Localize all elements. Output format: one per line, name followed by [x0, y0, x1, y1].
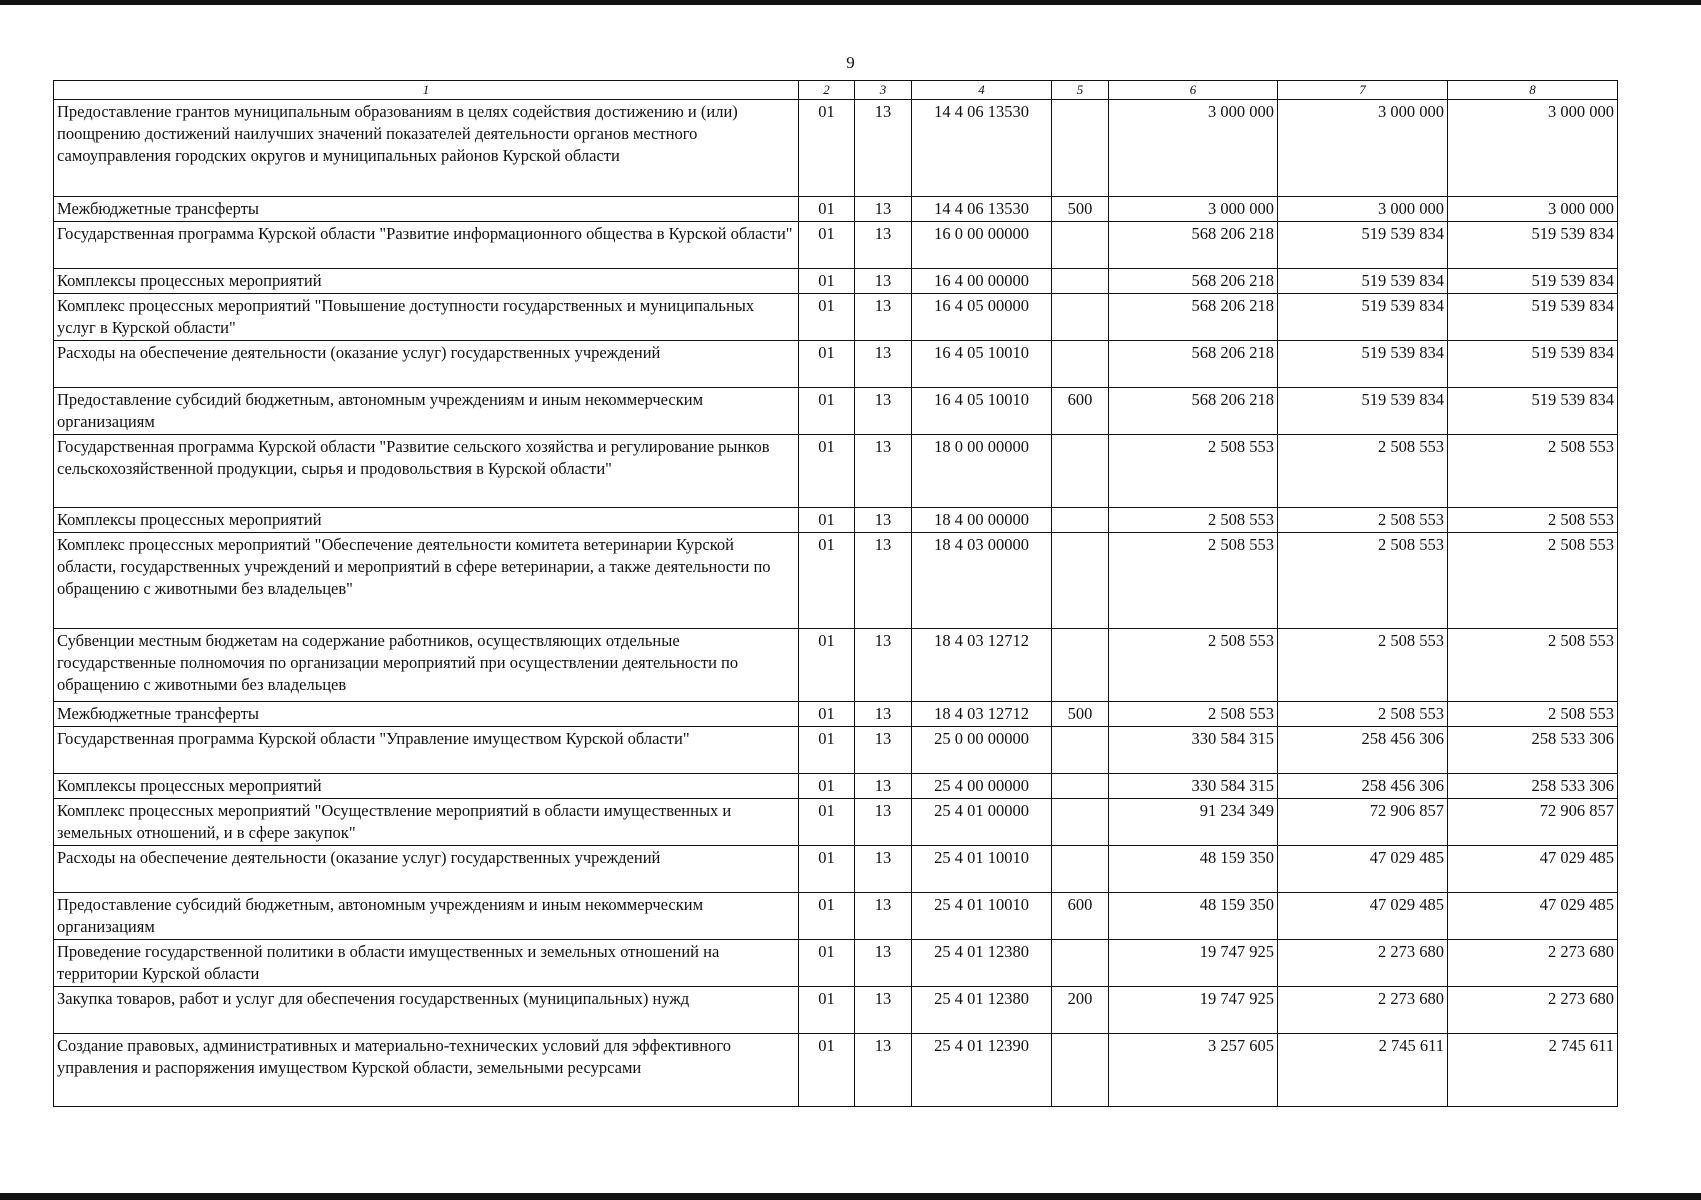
table-row: [54, 727, 1618, 774]
column-number-row: [54, 81, 1618, 100]
amount-col-6: 19 747 925: [1109, 940, 1278, 987]
amount-col-8: 3 000 000: [1448, 100, 1618, 197]
row-name: Комплекс процессных мероприятий "Обеспечение деятельности комитета ветеринарии Курской области, государственных учреждений и мероприятий в сфере ветеринарии, а также деятельности по обращению с животными без владельцев": [54, 533, 799, 629]
expense-type-code: 600: [1052, 893, 1109, 940]
expense-type-code: [1052, 508, 1109, 533]
subsection-code: 13: [855, 846, 912, 893]
expense-type-code: [1052, 940, 1109, 987]
table-row: [54, 100, 1618, 197]
amount-col-8: 258 533 306: [1448, 774, 1618, 799]
amount-col-6: 568 206 218: [1109, 222, 1278, 269]
row-name: Государственная программа Курской области "Управление имуществом Курской области": [54, 727, 799, 774]
expense-type-code: [1052, 100, 1109, 197]
amount-col-8: 519 539 834: [1448, 269, 1618, 294]
amount-col-6: 330 584 315: [1109, 774, 1278, 799]
amount-col-8: 72 906 857: [1448, 799, 1618, 846]
amount-col-6: 568 206 218: [1109, 388, 1278, 435]
target-article-code: 25 4 00 00000: [912, 774, 1052, 799]
amount-col-6: 3 257 605: [1109, 1034, 1278, 1107]
expense-type-code: [1052, 727, 1109, 774]
column-number: 6: [1109, 81, 1278, 100]
expense-type-code: 200: [1052, 987, 1109, 1034]
amount-col-6: 3 000 000: [1109, 197, 1278, 222]
table-row: [54, 702, 1618, 727]
subsection-code: 13: [855, 269, 912, 294]
subsection-code: 13: [855, 702, 912, 727]
amount-col-6: 2 508 553: [1109, 629, 1278, 702]
section-code: 01: [799, 388, 855, 435]
expense-type-code: [1052, 294, 1109, 341]
amount-col-8: 3 000 000: [1448, 197, 1618, 222]
section-code: 01: [799, 893, 855, 940]
target-article-code: 25 4 01 10010: [912, 893, 1052, 940]
table-row: [54, 799, 1618, 846]
amount-col-8: 519 539 834: [1448, 388, 1618, 435]
target-article-code: 16 0 00 00000: [912, 222, 1052, 269]
row-name: Межбюджетные трансферты: [54, 197, 799, 222]
subsection-code: 13: [855, 1034, 912, 1107]
target-article-code: 25 4 01 00000: [912, 799, 1052, 846]
row-name: Комплекс процессных мероприятий "Повышение доступности государственных и муниципальных услуг в Курской области": [54, 294, 799, 341]
row-name: Расходы на обеспечение деятельности (оказание услуг) государственных учреждений: [54, 846, 799, 893]
row-name: Предоставление грантов муниципальным образованиям в целях содействия достижению и (или) поощрению достижений наилучших значений показателей деятельности органов местного самоуправления городских округов и муниципальных районов Курской области: [54, 100, 799, 197]
target-article-code: 25 4 01 12380: [912, 987, 1052, 1034]
expense-type-code: 500: [1052, 197, 1109, 222]
scan-edge-bottom: [0, 1193, 1701, 1200]
section-code: 01: [799, 940, 855, 987]
table-row: [54, 508, 1618, 533]
expense-type-code: [1052, 846, 1109, 893]
expense-type-code: 600: [1052, 388, 1109, 435]
row-name: Предоставление субсидий бюджетным, автономным учреждениям и иным некоммерческим организациям: [54, 893, 799, 940]
column-number: 5: [1052, 81, 1109, 100]
subsection-code: 13: [855, 533, 912, 629]
target-article-code: 25 0 00 00000: [912, 727, 1052, 774]
table-row: [54, 940, 1618, 987]
expense-type-code: [1052, 799, 1109, 846]
column-number: 2: [799, 81, 855, 100]
target-article-code: 25 4 01 12380: [912, 940, 1052, 987]
amount-col-7: 519 539 834: [1278, 222, 1448, 269]
subsection-code: 13: [855, 799, 912, 846]
expense-type-code: [1052, 774, 1109, 799]
amount-col-8: 2 508 553: [1448, 702, 1618, 727]
amount-col-8: 2 508 553: [1448, 533, 1618, 629]
row-name: Расходы на обеспечение деятельности (оказание услуг) государственных учреждений: [54, 341, 799, 388]
scan-edge-top: [0, 0, 1701, 5]
amount-col-7: 519 539 834: [1278, 269, 1448, 294]
row-name: Комплексы процессных мероприятий: [54, 269, 799, 294]
table-row: [54, 774, 1618, 799]
subsection-code: 13: [855, 727, 912, 774]
section-code: 01: [799, 533, 855, 629]
section-code: 01: [799, 100, 855, 197]
target-article-code: 25 4 01 10010: [912, 846, 1052, 893]
target-article-code: 18 0 00 00000: [912, 435, 1052, 508]
amount-col-7: 3 000 000: [1278, 197, 1448, 222]
section-code: 01: [799, 197, 855, 222]
page-number: 9: [846, 53, 855, 72]
column-number: 7: [1278, 81, 1448, 100]
target-article-code: 18 4 03 00000: [912, 533, 1052, 629]
expense-type-code: [1052, 341, 1109, 388]
section-code: 01: [799, 799, 855, 846]
table-row: [54, 294, 1618, 341]
table-row: [54, 435, 1618, 508]
subsection-code: 13: [855, 508, 912, 533]
amount-col-6: 2 508 553: [1109, 702, 1278, 727]
target-article-code: 18 4 03 12712: [912, 629, 1052, 702]
subsection-code: 13: [855, 893, 912, 940]
column-number: 3: [855, 81, 912, 100]
expense-type-code: [1052, 269, 1109, 294]
expense-type-code: 500: [1052, 702, 1109, 727]
target-article-code: 16 4 05 00000: [912, 294, 1052, 341]
amount-col-7: 3 000 000: [1278, 100, 1448, 197]
table-row: [54, 269, 1618, 294]
target-article-code: 14 4 06 13530: [912, 100, 1052, 197]
amount-col-8: 258 533 306: [1448, 727, 1618, 774]
amount-col-7: 258 456 306: [1278, 774, 1448, 799]
amount-col-6: 2 508 553: [1109, 533, 1278, 629]
subsection-code: 13: [855, 987, 912, 1034]
amount-col-6: 48 159 350: [1109, 893, 1278, 940]
amount-col-8: 519 539 834: [1448, 222, 1618, 269]
amount-col-6: 3 000 000: [1109, 100, 1278, 197]
target-article-code: 16 4 05 10010: [912, 341, 1052, 388]
section-code: 01: [799, 1034, 855, 1107]
amount-col-7: 2 273 680: [1278, 987, 1448, 1034]
row-name: Государственная программа Курской области "Развитие информационного общества в Курской области": [54, 222, 799, 269]
amount-col-7: 2 508 553: [1278, 629, 1448, 702]
section-code: 01: [799, 702, 855, 727]
amount-col-7: 2 273 680: [1278, 940, 1448, 987]
subsection-code: 13: [855, 940, 912, 987]
amount-col-8: 519 539 834: [1448, 294, 1618, 341]
subsection-code: 13: [855, 435, 912, 508]
row-name: Комплексы процессных мероприятий: [54, 508, 799, 533]
table-row: [54, 629, 1618, 702]
target-article-code: 18 4 03 12712: [912, 702, 1052, 727]
amount-col-7: 2 508 553: [1278, 508, 1448, 533]
row-name: Субвенции местным бюджетам на содержание работников, осуществляющих отдельные государственные полномочия по организации мероприятий при осуществлении деятельности по обращению с животными без владельцев: [54, 629, 799, 702]
amount-col-6: 568 206 218: [1109, 341, 1278, 388]
amount-col-8: 2 508 553: [1448, 508, 1618, 533]
table-row: [54, 893, 1618, 940]
section-code: 01: [799, 294, 855, 341]
amount-col-6: 2 508 553: [1109, 508, 1278, 533]
row-name: Проведение государственной политики в области имущественных и земельных отношений на территории Курской области: [54, 940, 799, 987]
target-article-code: 14 4 06 13530: [912, 197, 1052, 222]
row-name: Предоставление субсидий бюджетным, автономным учреждениям и иным некоммерческим организациям: [54, 388, 799, 435]
amount-col-6: 2 508 553: [1109, 435, 1278, 508]
amount-col-7: 2 745 611: [1278, 1034, 1448, 1107]
row-name: Комплекс процессных мероприятий "Осуществление мероприятий в области имущественных и земельных отношений, и в сфере закупок": [54, 799, 799, 846]
column-number: 1: [54, 81, 799, 100]
amount-col-8: 2 273 680: [1448, 940, 1618, 987]
subsection-code: 13: [855, 341, 912, 388]
expense-type-code: [1052, 1034, 1109, 1107]
amount-col-7: 47 029 485: [1278, 846, 1448, 893]
amount-col-7: 2 508 553: [1278, 435, 1448, 508]
target-article-code: 16 4 00 00000: [912, 269, 1052, 294]
amount-col-7: 519 539 834: [1278, 388, 1448, 435]
amount-col-6: 91 234 349: [1109, 799, 1278, 846]
amount-col-8: 2 508 553: [1448, 435, 1618, 508]
amount-col-8: 519 539 834: [1448, 341, 1618, 388]
table-row: [54, 533, 1618, 629]
section-code: 01: [799, 341, 855, 388]
row-name: Создание правовых, административных и материально-технических условий для эффективного управления и распоряжения имуществом Курской области, земельными ресурсами: [54, 1034, 799, 1107]
column-number: 8: [1448, 81, 1618, 100]
section-code: 01: [799, 987, 855, 1034]
amount-col-6: 19 747 925: [1109, 987, 1278, 1034]
amount-col-6: 568 206 218: [1109, 294, 1278, 341]
subsection-code: 13: [855, 388, 912, 435]
target-article-code: 18 4 00 00000: [912, 508, 1052, 533]
subsection-code: 13: [855, 294, 912, 341]
table-row: [54, 197, 1618, 222]
subsection-code: 13: [855, 100, 912, 197]
amount-col-8: 2 508 553: [1448, 629, 1618, 702]
section-code: 01: [799, 774, 855, 799]
amount-col-6: 568 206 218: [1109, 269, 1278, 294]
expense-type-code: [1052, 629, 1109, 702]
amount-col-7: 519 539 834: [1278, 294, 1448, 341]
amount-col-7: 47 029 485: [1278, 893, 1448, 940]
section-code: 01: [799, 508, 855, 533]
row-name: Комплексы процессных мероприятий: [54, 774, 799, 799]
row-name: Межбюджетные трансферты: [54, 702, 799, 727]
section-code: 01: [799, 727, 855, 774]
amount-col-6: 48 159 350: [1109, 846, 1278, 893]
target-article-code: 25 4 01 12390: [912, 1034, 1052, 1107]
subsection-code: 13: [855, 197, 912, 222]
table-row: [54, 341, 1618, 388]
amount-col-6: 330 584 315: [1109, 727, 1278, 774]
subsection-code: 13: [855, 629, 912, 702]
section-code: 01: [799, 435, 855, 508]
budget-table: [53, 80, 1618, 1107]
section-code: 01: [799, 629, 855, 702]
amount-col-7: 258 456 306: [1278, 727, 1448, 774]
table-row: [54, 846, 1618, 893]
table-row: [54, 222, 1618, 269]
expense-type-code: [1052, 222, 1109, 269]
section-code: 01: [799, 846, 855, 893]
row-name: Закупка товаров, работ и услуг для обеспечения государственных (муниципальных) нужд: [54, 987, 799, 1034]
row-name: Государственная программа Курской области "Развитие сельского хозяйства и регулирование рынков сельскохозяйственной продукции, сырья и продовольствия в Курской области": [54, 435, 799, 508]
target-article-code: 16 4 05 10010: [912, 388, 1052, 435]
table-row: [54, 987, 1618, 1034]
table-row: [54, 388, 1618, 435]
expense-type-code: [1052, 435, 1109, 508]
subsection-code: 13: [855, 222, 912, 269]
amount-col-8: 47 029 485: [1448, 893, 1618, 940]
amount-col-7: 72 906 857: [1278, 799, 1448, 846]
section-code: 01: [799, 222, 855, 269]
amount-col-7: 2 508 553: [1278, 533, 1448, 629]
amount-col-8: 2 273 680: [1448, 987, 1618, 1034]
column-number: 4: [912, 81, 1052, 100]
amount-col-7: 2 508 553: [1278, 702, 1448, 727]
subsection-code: 13: [855, 774, 912, 799]
amount-col-8: 47 029 485: [1448, 846, 1618, 893]
section-code: 01: [799, 269, 855, 294]
table-row: [54, 1034, 1618, 1107]
amount-col-7: 519 539 834: [1278, 341, 1448, 388]
amount-col-8: 2 745 611: [1448, 1034, 1618, 1107]
expense-type-code: [1052, 533, 1109, 629]
